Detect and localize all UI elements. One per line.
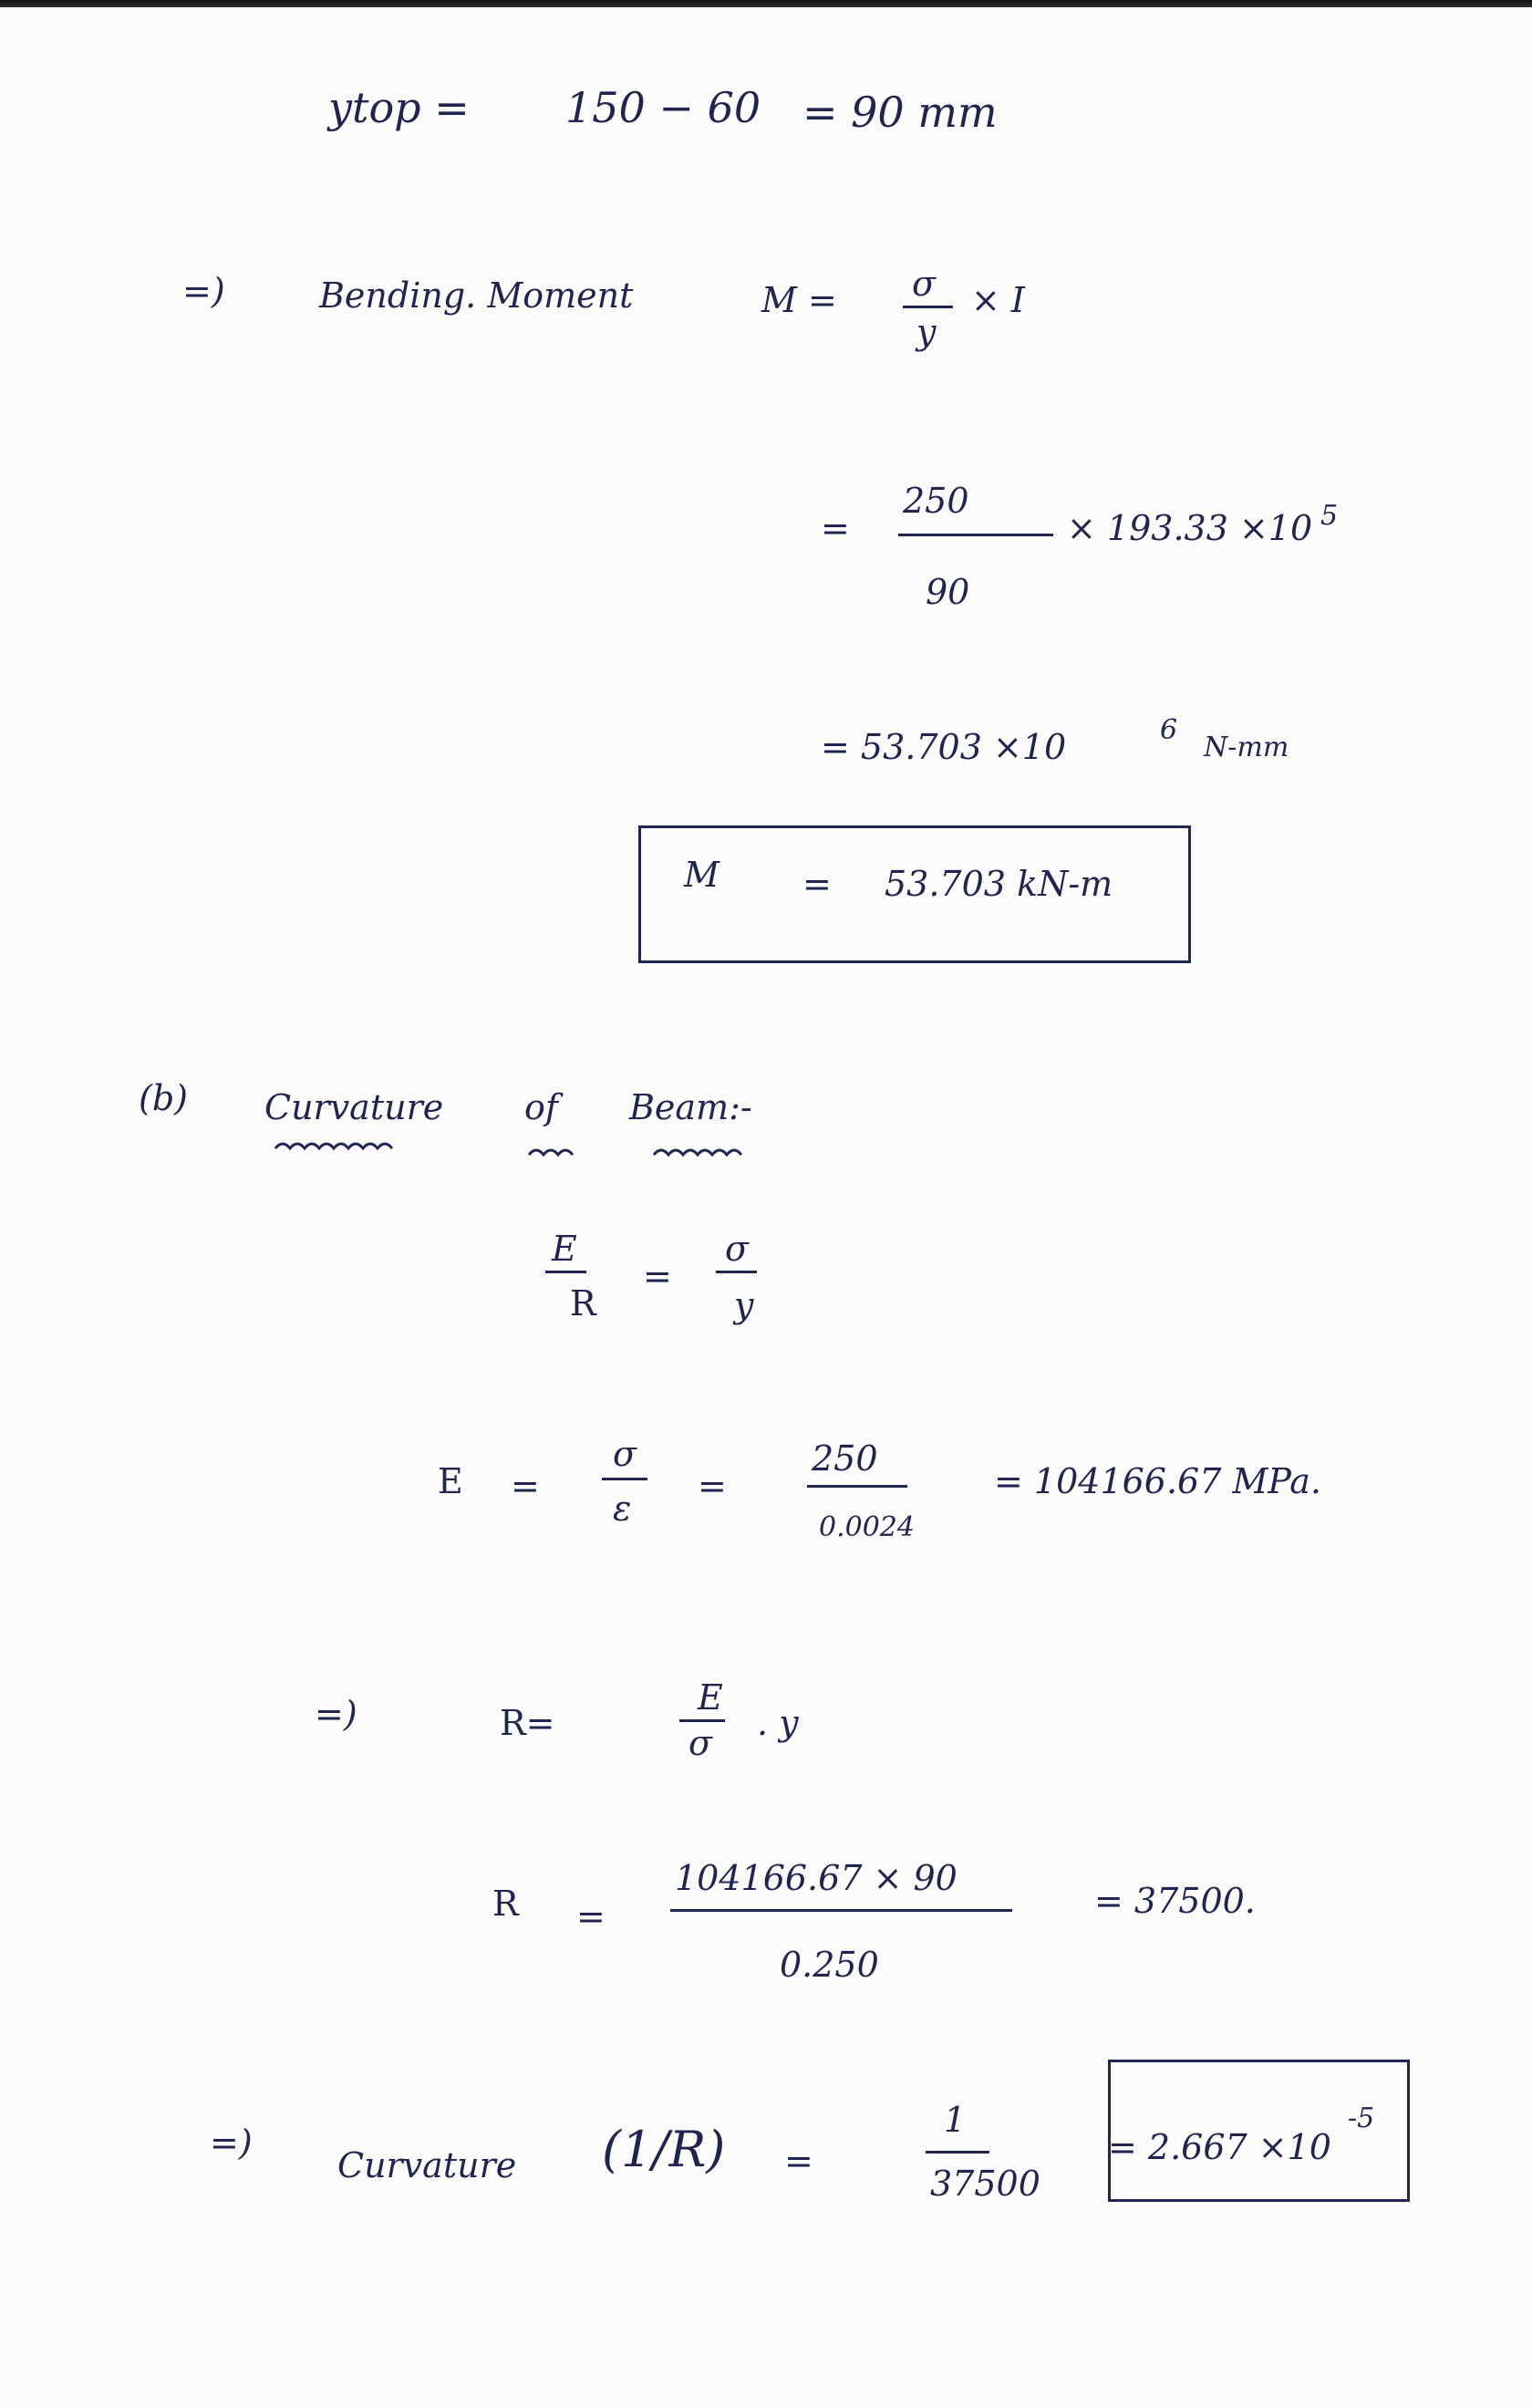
equals-sign: = <box>784 2141 813 2181</box>
equals-sign: = <box>511 1466 540 1506</box>
fraction-bar <box>545 1271 586 1273</box>
boxed-equals: = <box>802 864 832 904</box>
underline-squiggle <box>274 1136 401 1154</box>
equals-sign: = <box>643 1256 672 1296</box>
part-b-label: (b) <box>139 1078 188 1118</box>
E-lhs: E <box>438 1461 463 1501</box>
sigma-numerator: σ <box>912 264 936 304</box>
fraction-denominator: 37500 <box>930 2164 1040 2204</box>
sigma-denominator: σ <box>688 1723 712 1763</box>
fraction-bar <box>679 1719 725 1722</box>
equals-sign: = <box>576 1896 606 1936</box>
E-numerator: E <box>698 1677 723 1718</box>
R-numerator: 104166.67 × 90 <box>675 1858 958 1898</box>
E-result: = 104166.67 MPa. <box>994 1461 1321 1501</box>
curvature-final-label: Curvature <box>337 2145 517 2185</box>
one-over-R: (1/R) <box>602 2121 726 2178</box>
inertia-exponent: 5 <box>1320 500 1339 532</box>
curvature-result: = 2.667 ×10 <box>1108 2127 1331 2167</box>
y-denominator: y <box>916 312 937 352</box>
equals-sign: = <box>698 1466 727 1506</box>
moment-result-nmm: = 53.703 ×10 <box>821 727 1067 767</box>
fraction-bar <box>602 1478 647 1480</box>
fraction-bar <box>903 306 953 308</box>
arrow-marker: =) <box>315 1694 357 1734</box>
top-dark-edge <box>0 0 1532 7</box>
fraction-bar <box>926 2151 989 2154</box>
curvature-heading: Curvature <box>264 1087 444 1127</box>
sigma-numerator: σ <box>613 1434 637 1474</box>
arrow-marker: =) <box>182 271 225 311</box>
strain-denominator: 0.0024 <box>819 1511 915 1543</box>
ytop-subtraction: 150 − 60 <box>565 83 761 132</box>
bending-moment-label: Bending. Moment <box>319 275 634 316</box>
fraction-bar <box>807 1485 907 1488</box>
times-inertia-value: × 193.33 ×10 <box>1067 508 1313 548</box>
R-denominator: R <box>570 1283 596 1323</box>
numerator-250: 250 <box>903 481 969 521</box>
beam-heading: Beam:- <box>629 1087 752 1127</box>
moment-formula-lhs: M = <box>761 280 837 320</box>
boxed-M: M <box>684 855 719 895</box>
equals-sign: = <box>821 508 850 548</box>
numerator-250: 250 <box>812 1438 878 1479</box>
R-denominator: 0.250 <box>780 1945 879 1985</box>
R-result: = 37500. <box>1094 1881 1256 1921</box>
moment-exponent: 6 <box>1160 714 1178 746</box>
fraction-bar <box>716 1271 757 1273</box>
underline-squiggle <box>527 1142 582 1160</box>
of-word: of <box>524 1087 558 1127</box>
arrow-marker: =) <box>210 2123 253 2163</box>
dot-y: . y <box>757 1703 799 1743</box>
underline-squiggle <box>652 1142 752 1160</box>
epsilon-denominator: ε <box>613 1489 632 1529</box>
fraction-numerator: 1 <box>944 2100 967 2140</box>
moment-unit: N-mm <box>1204 732 1289 763</box>
sigma-numerator: σ <box>725 1229 749 1269</box>
y-denominator: y <box>734 1285 754 1325</box>
E-numerator: E <box>552 1229 577 1269</box>
ytop-result: = 90 mm <box>802 88 998 137</box>
denominator-90: 90 <box>926 572 970 612</box>
R-lhs: R= <box>500 1703 555 1743</box>
fraction-bar <box>898 534 1053 536</box>
times-inertia-symbol: × I <box>971 280 1025 320</box>
fraction-bar <box>670 1909 1012 1912</box>
boxed-moment-value: 53.703 kN-m <box>885 864 1113 904</box>
curvature-exponent: -5 <box>1348 2102 1375 2134</box>
R-lhs: R <box>492 1884 519 1924</box>
ytop-label: ytop = <box>328 83 470 132</box>
